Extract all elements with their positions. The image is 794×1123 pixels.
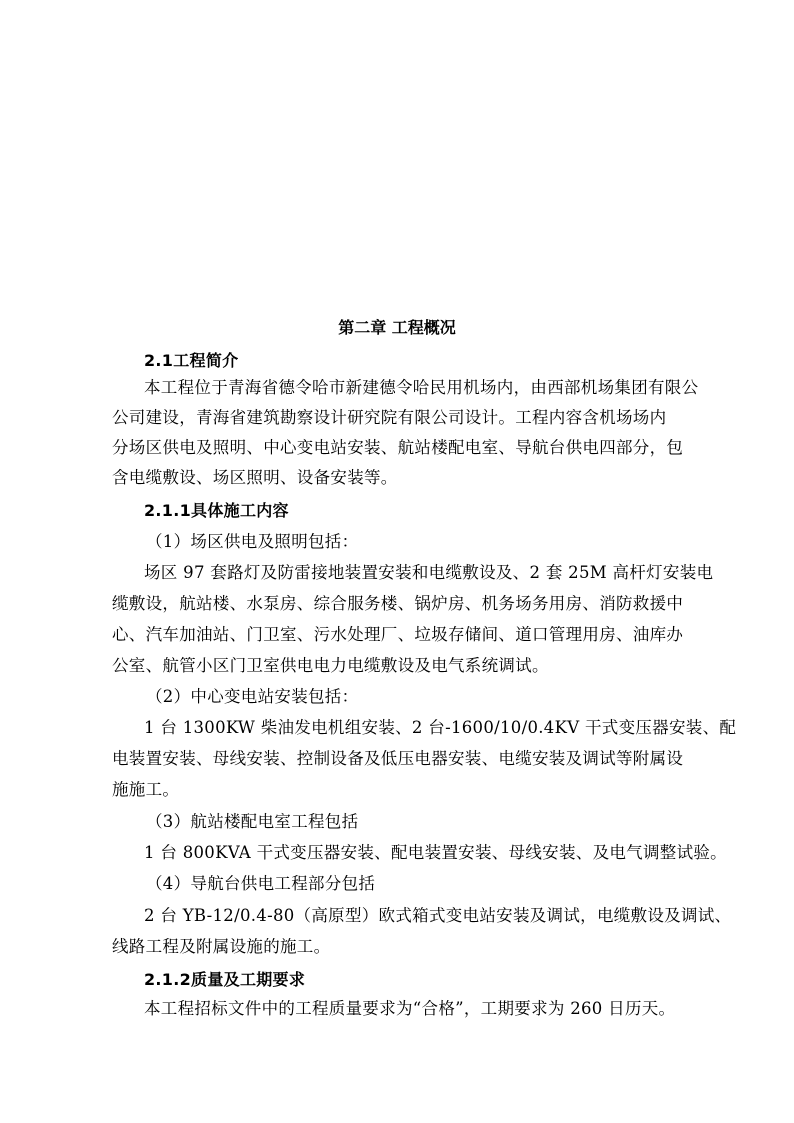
paragraph-line: 本工程招标文件中的工程质量要求为“合格”，工期要求为 260 日历天。 xyxy=(144,999,676,1018)
paragraph-line: 1 台 1300KW 柴油发电机组安装、2 台-1600/10/0.4KV 干式变压器安装、配 xyxy=(144,718,737,737)
paragraph-line: 含电缆敷设、场区照明、设备安装等。 xyxy=(112,468,398,487)
chapter-title: 第二章 工程概况 xyxy=(338,318,456,337)
section-heading-2-1-1: 2.1.1具体施工内容 xyxy=(144,501,289,520)
paragraph-line: 场区 97 套路灯及防雷接地装置安装和电缆敷设及、2 套 25M 高杆灯安装电 xyxy=(144,563,714,582)
section-heading-2-1-2: 2.1.2质量及工期要求 xyxy=(144,970,306,989)
section-heading-2-1: 2.1工程简介 xyxy=(144,351,239,370)
paragraph-line: 本工程位于青海省德令哈市新建德令哈民用机场内，由西部机场集团有限公 xyxy=(144,378,699,397)
paragraph-line: 施施工。 xyxy=(112,780,180,799)
item-title: （2）中心变电站安装包括： xyxy=(146,687,359,706)
paragraph-line: 缆敷设，航站楼、水泵房、综合服务楼、锅炉房、机务场务用房、消防救援中 xyxy=(112,594,684,613)
paragraph-line: 电装置安装、母线安装、控制设备及低压电器安装、电缆安装及调试等附属设 xyxy=(112,749,684,768)
item-title: （4）导航台供电工程部分包括 xyxy=(146,874,376,893)
paragraph-line: 公司建设，青海省建筑勘察设计研究院有限公司设计。工程内容含机场场内 xyxy=(112,408,667,427)
paragraph-line: 2 台 YB-12/0.4-80（高原型）欧式箱式变电站安装及调试，电缆敷设及调试、 xyxy=(144,906,732,925)
paragraph-line: 心、汽车加油站、门卫室、污水处理厂、垃圾存储间、道口管理用房、油库办 xyxy=(112,625,684,644)
item-title: （1）场区供电及照明包括： xyxy=(146,532,359,551)
paragraph-line: 分场区供电及照明、中心变电站安装、航站楼配电室、导航台供电四部分，包 xyxy=(112,438,684,457)
paragraph-line: 公室、航管小区门卫室供电电力电缆敷设及电气系统调试。 xyxy=(112,656,549,675)
paragraph-line: 1 台 800KVA 干式变压器安装、配电装置安装、母线安装、及电气调整试验。 xyxy=(144,843,727,862)
paragraph-line: 线路工程及附属设施的施工。 xyxy=(112,937,331,956)
item-title: （3）航站楼配电室工程包括 xyxy=(146,812,359,831)
